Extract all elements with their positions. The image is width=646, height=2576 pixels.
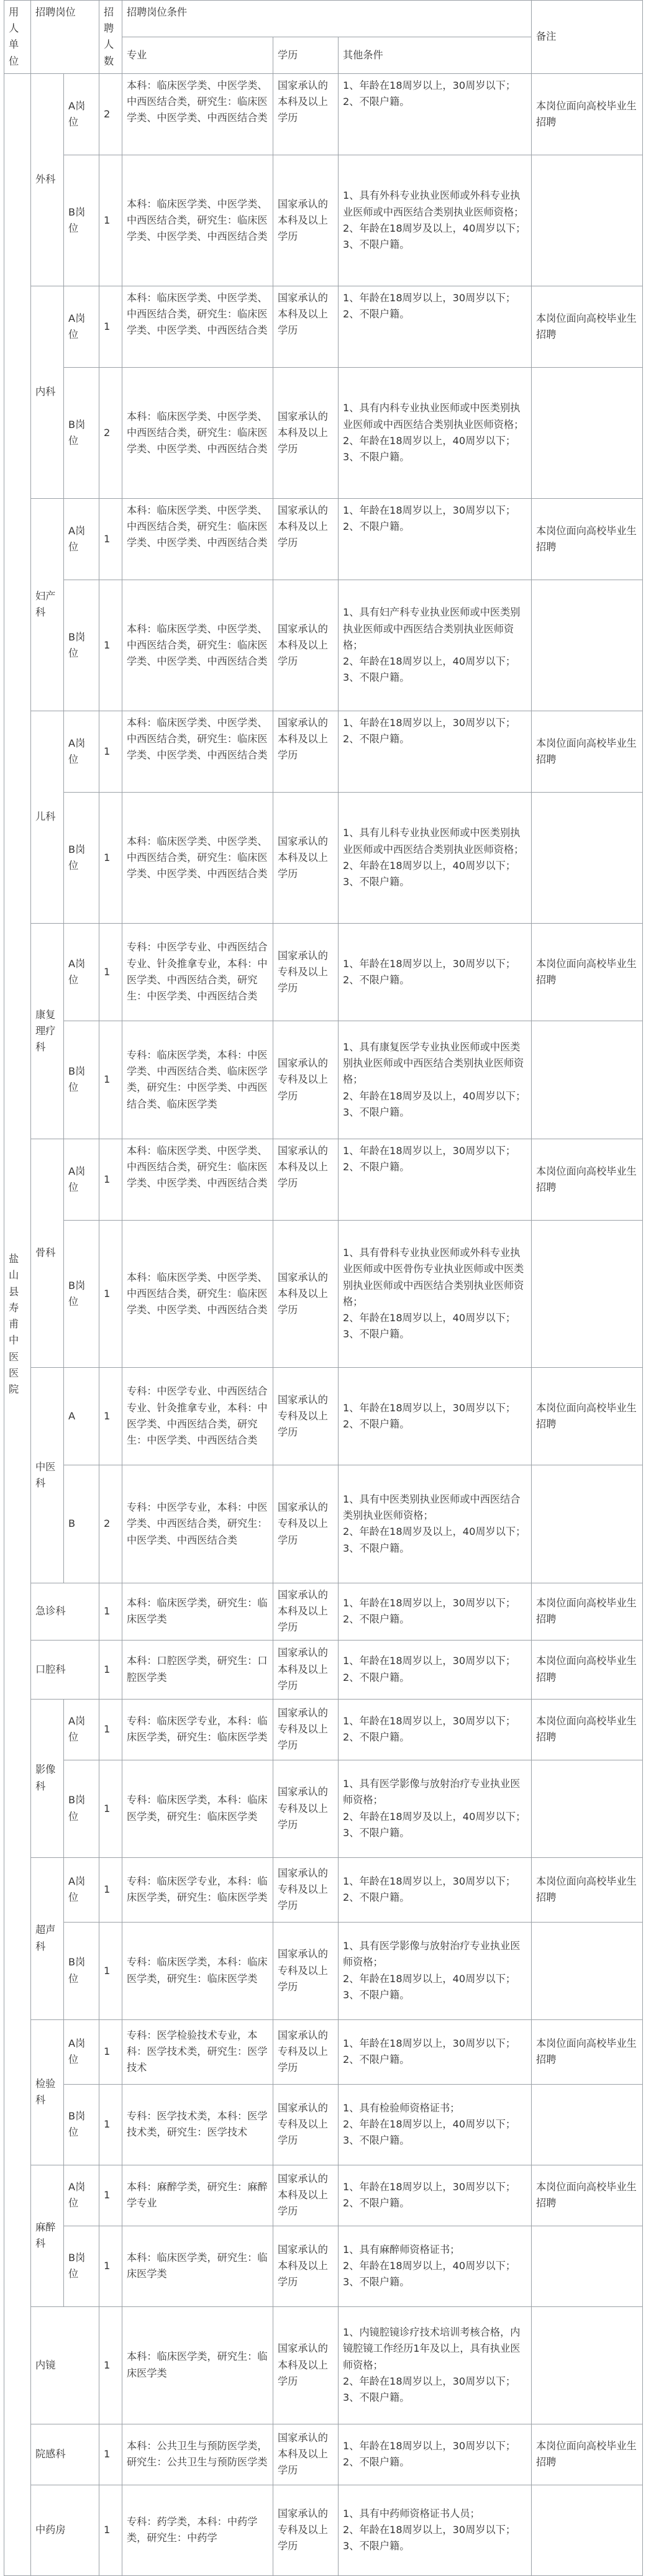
table-row <box>4 1220 643 1367</box>
count-cell: 1 <box>99 1699 122 1760</box>
table-row <box>4 1465 643 1583</box>
header-other: 其他条件 <box>339 37 532 73</box>
position-cell: A <box>64 1367 99 1465</box>
major-cell: 本科：临床医学类、中医学类、中西医结合类，研究生：临床医学类、中医学类、中西医结合类 <box>122 498 273 580</box>
other-cell: 1、年龄在18周岁以上，30周岁以下； 2、不限户籍。 <box>339 923 532 1021</box>
table-row <box>4 1857 643 1922</box>
remark-cell: 本岗位面向高校毕业生招聘 <box>532 498 643 580</box>
table-row <box>4 792 643 923</box>
major-cell: 本科：临床医学类、中医学类、中西医结合类，研究生：临床医学类、中医学类、中西医结合类 <box>122 155 273 286</box>
major-cell: 本科：临床医学类、中医学类、中西医结合类，研究生：临床医学类、中医学类、中西医结合类 <box>122 1220 273 1367</box>
count-cell: 2 <box>99 367 122 498</box>
remark-cell: 本岗位面向高校毕业生招聘 <box>532 711 643 792</box>
count-cell: 1 <box>99 498 122 580</box>
other-cell: 1、年龄在18周岁以上，30周岁以下； 2、不限户籍。 <box>339 2165 532 2226</box>
header-count: 招聘人数 <box>99 1 122 74</box>
dept-cell: 骨科 <box>31 1139 64 1367</box>
count-cell: 1 <box>99 792 122 923</box>
other-cell: 1、具有中医类别执业医师或中西医结合类别执业医师资格； 2、年龄在18周岁及以上，40周岁以下； 3、不限户籍。 <box>339 1465 532 1583</box>
count-cell: 1 <box>99 1220 122 1367</box>
remark-cell: 本岗位面向高校毕业生招聘 <box>532 1857 643 1922</box>
count-cell: 1 <box>99 1367 122 1465</box>
education-cell: 国家承认的本科及以上学历 <box>273 2424 339 2485</box>
dept-cell: 康复理疗科 <box>31 923 64 1139</box>
major-cell: 专科：临床医学专业，本科：临床医学类，研究生：临床医学类 <box>122 1857 273 1922</box>
other-cell: 1、年龄在18周岁以上，30周岁以下； 2、不限户籍。 <box>339 2019 532 2084</box>
position-cell: A岗位 <box>64 73 99 155</box>
table-row <box>4 73 643 155</box>
table-row <box>4 2485 643 2575</box>
other-cell: 1、年龄在18周岁以上，30周岁以下； 2、不限户籍。 <box>339 1640 532 1699</box>
dept-cell: 影像科 <box>31 1699 64 1857</box>
other-cell: 1、年龄在18周岁以上，30周岁以下； 2、不限户籍。 <box>339 1139 532 1220</box>
major-cell: 专科：药学类，本科：中药学类，研究生：中药学 <box>122 2485 273 2575</box>
dept-cell: 麻醉科 <box>31 2165 64 2306</box>
table-row <box>4 498 643 580</box>
major-cell: 专科：医学技术类，本科：医学技术类，研究生：医学技术 <box>122 2084 273 2165</box>
other-cell: 1、具有医学影像与放射治疗专业执业医师资格； 2、年龄在18周岁及以上，40周岁以下； 3、不限户籍。 <box>339 1760 532 1857</box>
education-cell: 国家承认的本科及以上学历 <box>273 711 339 792</box>
table-row <box>4 155 643 286</box>
other-cell: 1、年龄在18周岁以上，30周岁以下； 2、不限户籍。 <box>339 1857 532 1922</box>
major-cell: 本科：临床医学类、中医学类、中西医结合类，研究生：临床医学类、中医学类、中西医结合类 <box>122 580 273 711</box>
other-cell: 1、具有检验师资格证书； 2、年龄在18周岁以上，40周岁以下； 3、不限户籍。 <box>339 2084 532 2165</box>
header-conditions: 招聘岗位条件 <box>122 1 532 37</box>
education-cell: 国家承认的专科及以上学历 <box>273 1922 339 2019</box>
remark-cell <box>532 2306 643 2424</box>
position-cell: B岗位 <box>64 1021 99 1139</box>
position-cell: B岗位 <box>64 580 99 711</box>
other-cell: 1、年龄在18周岁以上，30周岁以下； 2、不限户籍。 <box>339 2424 532 2485</box>
other-cell: 1、年龄在18周岁以上，30周岁以下； 2、不限户籍。 <box>339 711 532 792</box>
education-cell: 国家承认的专科及以上学历 <box>273 1021 339 1139</box>
remark-cell <box>532 1021 643 1139</box>
education-cell: 国家承认的本科及以上学历 <box>273 286 339 367</box>
remark-cell: 本岗位面向高校毕业生招聘 <box>532 2019 643 2084</box>
major-cell: 本科：临床医学类、中医学类、中西医结合类，研究生：临床医学类、中医学类、中西医结合类 <box>122 1139 273 1220</box>
dept-cell: 内镜 <box>31 2306 99 2424</box>
dept-cell: 口腔科 <box>31 1640 99 1699</box>
education-cell: 国家承认的专科及以上学历 <box>273 2019 339 2084</box>
remark-cell <box>532 1220 643 1367</box>
position-cell: A岗位 <box>64 1139 99 1220</box>
header-education: 学历 <box>273 37 339 73</box>
table-row <box>4 2084 643 2165</box>
position-cell: B岗位 <box>64 1760 99 1857</box>
count-cell: 1 <box>99 2485 122 2575</box>
table-row <box>4 1583 643 1640</box>
dept-cell: 中药房 <box>31 2485 99 2575</box>
count-cell: 1 <box>99 2424 122 2485</box>
education-cell: 国家承认的专科及以上学历 <box>273 1760 339 1857</box>
table-row <box>4 711 643 792</box>
count-cell: 1 <box>99 2226 122 2306</box>
header-remark: 备注 <box>532 1 643 74</box>
education-cell: 国家承认的本科及以上学历 <box>273 1640 339 1699</box>
remark-cell <box>532 2226 643 2306</box>
table-row <box>4 1699 643 1760</box>
remark-cell: 本岗位面向高校毕业生招聘 <box>532 2424 643 2485</box>
other-cell: 1、年龄在18周岁以上，30周岁以下； 2、不限户籍。 <box>339 498 532 580</box>
other-cell: 1、具有内科专业执业医师或中医类别执业医师或中西医结合类别执业医师资格； 2、年龄在18周岁以上，40周岁以下； 3、不限户籍。 <box>339 367 532 498</box>
count-cell: 2 <box>99 1465 122 1583</box>
major-cell: 专科：临床医学类，本科：中医学类、中西医结合类、临床医学类，研究生：中医学类、中西医结合类、临床医学类 <box>122 1021 273 1139</box>
remark-cell: 本岗位面向高校毕业生招聘 <box>532 73 643 155</box>
table-row <box>4 1021 643 1139</box>
education-cell: 国家承认的本科及以上学历 <box>273 792 339 923</box>
position-cell: B岗位 <box>64 367 99 498</box>
table-row <box>4 2165 643 2226</box>
table-row <box>4 367 643 498</box>
count-cell: 1 <box>99 923 122 1021</box>
education-cell: 国家承认的专科及以上学历 <box>273 923 339 1021</box>
position-cell: A岗位 <box>64 2165 99 2226</box>
header-position: 招聘岗位 <box>31 1 99 74</box>
position-cell: B <box>64 1465 99 1583</box>
dept-cell: 检验科 <box>31 2019 64 2165</box>
major-cell: 本科：临床医学类、中医学类、中西医结合类，研究生：临床医学类、中医学类、中西医结合类 <box>122 286 273 367</box>
major-cell: 专科：临床医学类，本科：临床医学类，研究生：临床医学类 <box>122 1760 273 1857</box>
header-unit: 用人单位 <box>4 1 31 74</box>
count-cell: 1 <box>99 286 122 367</box>
remark-cell <box>532 580 643 711</box>
education-cell: 国家承认的专科及以上学历 <box>273 1465 339 1583</box>
major-cell: 专科：中医学专业、中西医结合专业、针灸推拿专业，本科：中医学类、中西医结合类，研究生：中医学类、中西医结合类 <box>122 1367 273 1465</box>
table-row <box>4 2019 643 2084</box>
other-cell: 1、年龄在18周岁以上，30周岁以下； 2、不限户籍。 <box>339 1367 532 1465</box>
recruitment-table <box>4 0 643 2576</box>
remark-cell <box>532 2485 643 2575</box>
count-cell: 1 <box>99 1021 122 1139</box>
table-row <box>4 1367 643 1465</box>
count-cell: 1 <box>99 711 122 792</box>
position-cell: A岗位 <box>64 1699 99 1760</box>
position-cell: A岗位 <box>64 1857 99 1922</box>
count-cell: 1 <box>99 2165 122 2226</box>
major-cell: 本科：临床医学类、中医学类、中西医结合类，研究生：临床医学类、中医学类、中西医结合类 <box>122 711 273 792</box>
remark-cell: 本岗位面向高校毕业生招聘 <box>532 1583 643 1640</box>
other-cell: 1、具有儿科专业执业医师或中医类别执业医师或中西医结合类别执业医师资格； 2、年龄在18周岁以上，40周岁以下； 3、不限户籍。 <box>339 792 532 923</box>
remark-cell <box>532 2084 643 2165</box>
other-cell: 1、年龄在18周岁以上，30周岁以下； 2、不限户籍。 <box>339 1583 532 1640</box>
major-cell: 本科：麻醉学类，研究生：麻醉学专业 <box>122 2165 273 2226</box>
table-row <box>4 1139 643 1220</box>
position-cell: A岗位 <box>64 923 99 1021</box>
position-cell: A岗位 <box>64 286 99 367</box>
remark-cell: 本岗位面向高校毕业生招聘 <box>532 923 643 1021</box>
count-cell: 1 <box>99 2019 122 2084</box>
dept-cell: 内科 <box>31 286 64 498</box>
count-cell: 1 <box>99 1857 122 1922</box>
major-cell: 专科：临床医学类，本科：临床医学类，研究生：临床医学类 <box>122 1922 273 2019</box>
major-cell: 本科：公共卫生与预防医学类，研究生：公共卫生与预防医学类 <box>122 2424 273 2485</box>
remark-cell <box>532 1922 643 2019</box>
dept-cell: 超声科 <box>31 1857 64 2019</box>
other-cell: 1、年龄在18周岁以上，30周岁以下； 2、不限户籍。 <box>339 73 532 155</box>
education-cell: 国家承认的本科及以上学历 <box>273 155 339 286</box>
count-cell: 1 <box>99 155 122 286</box>
other-cell: 1、具有康复医学专业执业医师或中医类别执业医师或中西医结合类别执业医师资格； 2、年龄在18周岁及以上，40周岁以下； 3、不限户籍。 <box>339 1021 532 1139</box>
table-row <box>4 2424 643 2485</box>
education-cell: 国家承认的本科及以上学历 <box>273 1220 339 1367</box>
position-cell: B岗位 <box>64 792 99 923</box>
remark-cell: 本岗位面向高校毕业生招聘 <box>532 1699 643 1760</box>
other-cell: 1、具有妇产科专业执业医师或中医类别执业医师或中西医结合类别执业医师资格； 2、年龄在18周岁以上，40周岁以下； 3、不限户籍。 <box>339 580 532 711</box>
dept-cell: 妇产科 <box>31 498 64 711</box>
education-cell: 国家承认的本科及以上学历 <box>273 2306 339 2424</box>
other-cell: 1、具有医学影像与放射治疗专业执业医师资格； 2、年龄在18周岁以上，40周岁以下； 3、不限户籍。 <box>339 1922 532 2019</box>
remark-cell <box>532 155 643 286</box>
major-cell: 专科：中医学专业、中西医结合专业、针灸推拿专业，本科：中医学类、中西医结合类，研究生：中医学类、中西医结合类 <box>122 923 273 1021</box>
education-cell: 国家承认的专科及以上学历 <box>273 2485 339 2575</box>
dept-cell: 急诊科 <box>31 1583 99 1640</box>
table-row <box>4 2306 643 2424</box>
dept-cell: 儿科 <box>31 711 64 923</box>
major-cell: 本科：临床医学类、中医学类、中西医结合类，研究生：临床医学类、中医学类、中西医结合类 <box>122 792 273 923</box>
position-cell: B岗位 <box>64 2226 99 2306</box>
table-row <box>4 1922 643 2019</box>
count-cell: 1 <box>99 1922 122 2019</box>
header-major: 专业 <box>122 37 273 73</box>
count-cell: 2 <box>99 73 122 155</box>
remark-cell: 本岗位面向高校毕业生招聘 <box>532 2165 643 2226</box>
remark-cell <box>532 1760 643 1857</box>
education-cell: 国家承认的本科及以上学历 <box>273 2165 339 2226</box>
education-cell: 国家承认的专科及以上学历 <box>273 1699 339 1760</box>
other-cell: 1、具有外科专业执业医师或外科专业执业医师或中西医结合类别执业医师资格； 2、年龄在18周岁及以上，40周岁以下； 3、不限户籍。 <box>339 155 532 286</box>
education-cell: 国家承认的本科及以上学历 <box>273 2226 339 2306</box>
count-cell: 1 <box>99 2306 122 2424</box>
major-cell: 专科：中医学专业，本科：中医学类、中西医结合类，研究生：中医学类、中西医结合类 <box>122 1465 273 1583</box>
table-row <box>4 923 643 1021</box>
count-cell: 1 <box>99 1583 122 1640</box>
major-cell: 本科：临床医学类、中医学类、中西医结合类，研究生：临床医学类、中医学类、中西医结合类 <box>122 367 273 498</box>
other-cell: 1、年龄在18周岁以上，30周岁以下； 2、不限户籍。 <box>339 1699 532 1760</box>
position-cell: A岗位 <box>64 711 99 792</box>
education-cell: 国家承认的本科及以上学历 <box>273 1583 339 1640</box>
other-cell: 1、具有麻醉师资格证书； 2、年龄在18周岁以上，40周岁以下； 3、不限户籍。 <box>339 2226 532 2306</box>
table-row <box>4 1760 643 1857</box>
position-cell: B岗位 <box>64 155 99 286</box>
remark-cell: 本岗位面向高校毕业生招聘 <box>532 1139 643 1220</box>
education-cell: 国家承认的本科及以上学历 <box>273 1139 339 1220</box>
other-cell: 1、具有中药师资格证书人员； 2、年龄在18周岁以上，30周岁以下； 3、不限户籍。 <box>339 2485 532 2575</box>
remark-cell <box>532 792 643 923</box>
education-cell: 国家承认的本科及以上学历 <box>273 73 339 155</box>
count-cell: 1 <box>99 1640 122 1699</box>
education-cell: 国家承认的专科及以上学历 <box>273 1857 339 1922</box>
count-cell: 1 <box>99 1760 122 1857</box>
table-row <box>4 1640 643 1699</box>
count-cell: 1 <box>99 1139 122 1220</box>
major-cell: 专科：临床医学专业，本科：临床医学类，研究生：临床医学类 <box>122 1699 273 1760</box>
major-cell: 本科：临床医学类，研究生：临床医学类 <box>122 1583 273 1640</box>
remark-cell <box>532 367 643 498</box>
position-cell: A岗位 <box>64 498 99 580</box>
remark-cell: 本岗位面向高校毕业生招聘 <box>532 1367 643 1465</box>
dept-cell: 外科 <box>31 73 64 286</box>
count-cell: 1 <box>99 2084 122 2165</box>
other-cell: 1、具有骨科专业执业医师或外科专业执业医师或中医骨伤专业执业医师或中医类别执业医师或中西医结合类别执业医师资格； 2、年龄在18周岁以上，40周岁以下； 3、不限户籍。 <box>339 1220 532 1367</box>
education-cell: 国家承认的专科及以上学历 <box>273 1367 339 1465</box>
position-cell: B岗位 <box>64 1220 99 1367</box>
count-cell: 1 <box>99 580 122 711</box>
education-cell: 国家承认的本科及以上学历 <box>273 367 339 498</box>
remark-cell <box>532 1465 643 1583</box>
remark-cell: 本岗位面向高校毕业生招聘 <box>532 286 643 367</box>
major-cell: 专科：医学检验技术专业，本科：医学技术类，研究生：医学技术 <box>122 2019 273 2084</box>
major-cell: 本科：临床医学类，研究生：临床医学类 <box>122 2306 273 2424</box>
table-row <box>4 580 643 711</box>
remark-cell: 本岗位面向高校毕业生招聘 <box>532 1640 643 1699</box>
dept-cell: 中医科 <box>31 1367 64 1583</box>
education-cell: 国家承认的专科及以上学历 <box>273 2084 339 2165</box>
education-cell: 国家承认的本科及以上学历 <box>273 580 339 711</box>
position-cell: B岗位 <box>64 2084 99 2165</box>
table-row <box>4 2226 643 2306</box>
header-row <box>4 1 643 37</box>
position-cell: B岗位 <box>64 1922 99 2019</box>
major-cell: 本科：临床医学类、中医学类、中西医结合类，研究生：临床医学类、中医学类、中西医结合类 <box>122 73 273 155</box>
unit-name-cell: 盐山县寿甫中医医院 <box>4 73 31 2575</box>
major-cell: 本科：临床医学类，研究生：临床医学类 <box>122 2226 273 2306</box>
other-cell: 1、内镜腔镜诊疗技术培训考核合格，内镜腔镜工作经历1年及以上，具有执业医师资格； 2、年龄在18周岁以上，30周岁以下； 3、不限户籍。 <box>339 2306 532 2424</box>
table-row <box>4 286 643 367</box>
dept-cell: 院感科 <box>31 2424 99 2485</box>
major-cell: 本科：口腔医学类，研究生：口腔医学类 <box>122 1640 273 1699</box>
position-cell: A岗位 <box>64 2019 99 2084</box>
education-cell: 国家承认的本科及以上学历 <box>273 498 339 580</box>
other-cell: 1、年龄在18周岁以上，30周岁以下； 2、不限户籍。 <box>339 286 532 367</box>
